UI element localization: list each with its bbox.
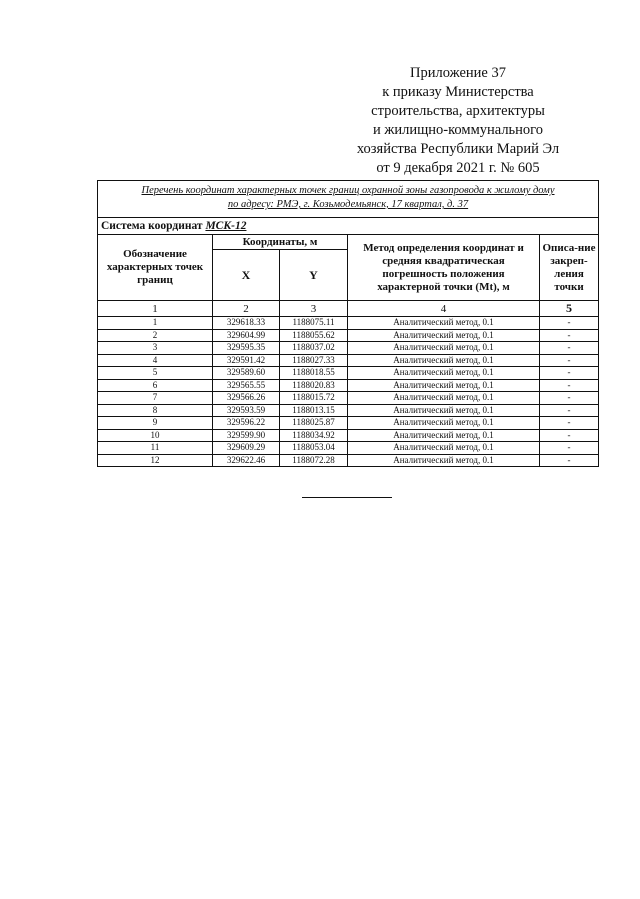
description-cell: - — [540, 429, 599, 442]
description-cell: - — [540, 329, 599, 342]
x-coordinate-cell: 329604.99 — [213, 329, 280, 342]
separator-line — [302, 497, 392, 498]
caption-line-2: по адресу: РМЭ, г. Козьмодемьянск, 17 квартал, д. 37 — [227, 199, 469, 210]
appendix-line: Приложение 37 — [410, 65, 506, 81]
table-row — [98, 392, 599, 405]
y-coordinate-cell: 1188055.62 — [280, 329, 348, 342]
coordinate-system-row — [98, 218, 599, 235]
coordinate-system-label: Система координат — [101, 220, 206, 232]
x-coordinate-cell: 329622.46 — [213, 454, 280, 467]
header-coordinates: Координаты, м — [213, 235, 348, 250]
appendix-line: к приказу Министерства — [382, 84, 534, 100]
method-cell: Аналитический метод, 0.1 — [348, 429, 540, 442]
y-coordinate-cell: 1188072.28 — [280, 454, 348, 467]
appendix-line: от 9 декабря 2021 г. № 605 — [376, 160, 540, 176]
table-row — [98, 329, 599, 342]
method-cell: Аналитический метод, 0.1 — [348, 342, 540, 355]
table-row — [98, 454, 599, 467]
header-y: Y — [280, 250, 348, 301]
table-caption — [98, 181, 599, 218]
point-number-cell: 6 — [98, 379, 213, 392]
appendix-line: строительства, архитектуры — [371, 103, 545, 119]
point-number-cell: 7 — [98, 392, 213, 405]
column-number: 5 — [540, 301, 599, 317]
table-row — [98, 417, 599, 430]
appendix-line: хозяйства Республики Марий Эл — [356, 141, 560, 157]
method-cell: Аналитический метод, 0.1 — [348, 317, 540, 330]
description-cell: - — [540, 417, 599, 430]
table-row — [98, 429, 599, 442]
x-coordinate-cell: 329591.42 — [213, 354, 280, 367]
column-number: 3 — [280, 301, 348, 317]
table-row — [98, 354, 599, 367]
coordinates-table — [97, 180, 599, 467]
table-row — [98, 317, 599, 330]
point-number-cell: 3 — [98, 342, 213, 355]
header-description: Описа-ние закреп-ления точки — [540, 235, 599, 301]
x-coordinate-cell: 329596.22 — [213, 417, 280, 430]
y-coordinate-cell: 1188034.92 — [280, 429, 348, 442]
table-row — [98, 342, 599, 355]
x-coordinate-cell: 329593.59 — [213, 404, 280, 417]
x-coordinate-cell: 329618.33 — [213, 317, 280, 330]
y-coordinate-cell: 1188053.04 — [280, 442, 348, 455]
description-cell: - — [540, 442, 599, 455]
point-number-cell: 9 — [98, 417, 213, 430]
appendix-line: и жилищно-коммунального — [372, 122, 544, 138]
table-row — [98, 404, 599, 417]
table-row — [98, 367, 599, 380]
y-coordinate-cell: 1188013.15 — [280, 404, 348, 417]
point-number-cell: 11 — [98, 442, 213, 455]
appendix-header — [328, 64, 588, 178]
method-cell: Аналитический метод, 0.1 — [348, 367, 540, 380]
description-cell: - — [540, 379, 599, 392]
y-coordinate-cell: 1188037.02 — [280, 342, 348, 355]
point-number-cell: 12 — [98, 454, 213, 467]
description-cell: - — [540, 392, 599, 405]
column-number: 2 — [213, 301, 280, 317]
column-number: 1 — [98, 301, 213, 317]
coordinate-system-code: МСК-12 — [205, 220, 247, 232]
x-coordinate-cell: 329589.60 — [213, 367, 280, 380]
caption-line-1: Перечень координат характерных точек границ охранной зоны газопровода к жилому дому — [141, 185, 555, 196]
column-number: 4 — [348, 301, 540, 317]
description-cell: - — [540, 342, 599, 355]
method-cell: Аналитический метод, 0.1 — [348, 379, 540, 392]
point-number-cell: 8 — [98, 404, 213, 417]
method-cell: Аналитический метод, 0.1 — [348, 329, 540, 342]
y-coordinate-cell: 1188025.87 — [280, 417, 348, 430]
method-cell: Аналитический метод, 0.1 — [348, 392, 540, 405]
x-coordinate-cell: 329566.26 — [213, 392, 280, 405]
point-number-cell: 1 — [98, 317, 213, 330]
method-cell: Аналитический метод, 0.1 — [348, 442, 540, 455]
point-number-cell: 2 — [98, 329, 213, 342]
y-coordinate-cell: 1188018.55 — [280, 367, 348, 380]
description-cell: - — [540, 354, 599, 367]
x-coordinate-cell: 329599.90 — [213, 429, 280, 442]
method-cell: Аналитический метод, 0.1 — [348, 417, 540, 430]
method-cell: Аналитический метод, 0.1 — [348, 404, 540, 417]
description-cell: - — [540, 317, 599, 330]
header-method: Метод определения координат и средняя квадратическая погрешность положения характерной точки (Mt), м — [348, 235, 540, 301]
description-cell: - — [540, 404, 599, 417]
y-coordinate-cell: 1188015.72 — [280, 392, 348, 405]
x-coordinate-cell: 329609.29 — [213, 442, 280, 455]
description-cell: - — [540, 454, 599, 467]
method-cell: Аналитический метод, 0.1 — [348, 454, 540, 467]
point-number-cell: 5 — [98, 367, 213, 380]
table-row — [98, 379, 599, 392]
y-coordinate-cell: 1188027.33 — [280, 354, 348, 367]
y-coordinate-cell: 1188075.11 — [280, 317, 348, 330]
column-number-row — [98, 301, 599, 317]
table-row — [98, 442, 599, 455]
header-x: X — [213, 250, 280, 301]
x-coordinate-cell: 329565.55 — [213, 379, 280, 392]
method-cell: Аналитический метод, 0.1 — [348, 354, 540, 367]
y-coordinate-cell: 1188020.83 — [280, 379, 348, 392]
header-point: Обозначение характерных точек границ — [98, 235, 213, 301]
point-number-cell: 10 — [98, 429, 213, 442]
point-number-cell: 4 — [98, 354, 213, 367]
description-cell: - — [540, 367, 599, 380]
x-coordinate-cell: 329595.35 — [213, 342, 280, 355]
